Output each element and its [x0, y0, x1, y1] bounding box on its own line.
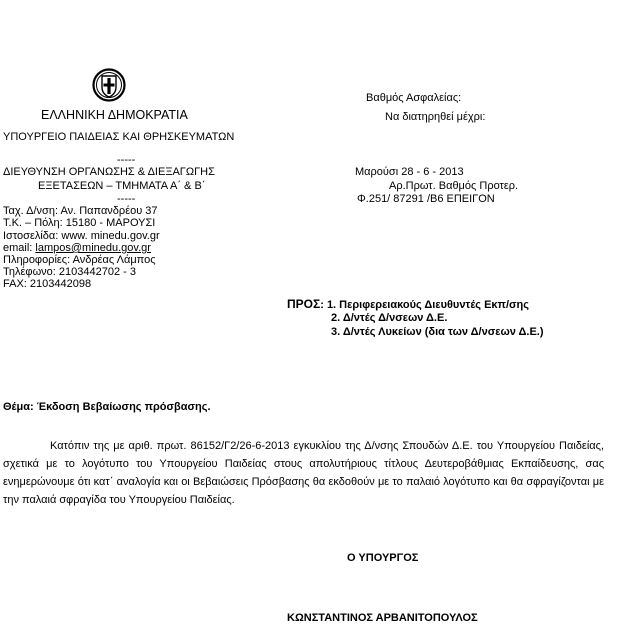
separator: -----	[117, 154, 136, 166]
signatory-title: Ο ΥΠΟΥΡΓΟΣ	[347, 552, 419, 564]
info-contact: Πληροφορίες: Ανδρέας Λάμπος	[3, 254, 156, 266]
republic-title: ΕΛΛΗΝΙΚΗ ΔΗΜΟΚΡΑΤΙΑ	[41, 108, 188, 122]
ministry-name: ΥΠΟΥΡΓΕΙΟ ΠΑΙΔΕΙΑΣ ΚΑΙ ΘΡΗΣΚΕΥΜΑΤΩΝ	[3, 131, 235, 143]
recipient-1: : 1. Περιφερειακούς Διευθυντές Εκπ/σης	[320, 299, 529, 311]
retain-until-label: Να διατηρηθεί μέχρι:	[385, 111, 486, 123]
directorate-line1: ΔΙΕΥΘΥΝΣΗ ΟΡΓΑΝΩΣΗΣ & ΔΙΕΞΑΓΩΓΗΣ	[3, 166, 215, 178]
protocol-label: Αρ.Πρωτ. Βαθμός Προτερ.	[389, 180, 519, 192]
separator: -----	[117, 193, 136, 205]
recipient-2: 2. Δ/ντές Δ/νσεων Δ.Ε.	[331, 312, 448, 324]
email-line	[3, 242, 151, 254]
email-label: email:	[3, 242, 36, 254]
directorate-line2: ΕΞΕΤΑΣΕΩΝ – ΤΜΗΜΑΤΑ Α΄ & Β΄	[38, 180, 206, 192]
email-link[interactable]: lampos@minedu.gov.gr	[35, 242, 151, 254]
body-paragraph: Κατόπιν της με αριθ. πρωτ. 86152/Γ2/26-6-2013 εγκυκλίου της Δ/νσης Σπουδών Δ.Ε. του Υπουργείου Παιδείας, σχετικά με το λογότυπο του Υπουργείου Παιδείας στους απολυτήριους τίτλους Δευτεροβάθμιας Εκπαίδευσης, σας ενημερώνουμε ότι κατ΄ αναλογία και οι Βεβαιώσεις Πρόσβασης θα εκδοθούν με το παλαιό λογότυπο και θα σφραγίζονται με την παλαιά σφραγίδα του Υπουργείου Παιδείας.	[3, 440, 604, 506]
recipients-line1	[287, 297, 529, 311]
place-date: Μαρούσι 28 - 6 - 2013	[355, 166, 464, 178]
phone: Τηλέφωνο: 2103442702 - 3	[3, 266, 136, 278]
recipients-label: ΠΡΟΣ	[287, 297, 321, 311]
recipient-3: 3. Δ/ντές Λυκείων (δια των Δ/νσεων Δ.Ε.)	[331, 326, 544, 338]
postal-address: Ταχ. Δ/νση: Αν. Παπανδρέου 37	[3, 205, 158, 217]
protocol-number: Φ.251/ 87291 /Β6 ΕΠΕΙΓΟΝ	[357, 193, 495, 205]
security-grade-label: Βαθμός Ασφαλείας:	[366, 92, 462, 104]
greek-coat-of-arms-icon	[92, 67, 126, 103]
subject: Θέμα: Έκδοση Βεβαίωσης πρόσβασης.	[3, 401, 211, 413]
postal-code: Τ.Κ. – Πόλη: 15180 - ΜΑΡΟΥΣΙ	[3, 217, 156, 229]
website: Ιστοσελίδα: www. minedu.gov.gr	[3, 230, 160, 242]
fax: FAX: 2103442098	[3, 278, 92, 290]
signatory-name: ΚΩΝΣΤΑΝΤΙΝΟΣ ΑΡΒΑΝΙΤΟΠΟΥΛΟΣ	[287, 612, 478, 624]
